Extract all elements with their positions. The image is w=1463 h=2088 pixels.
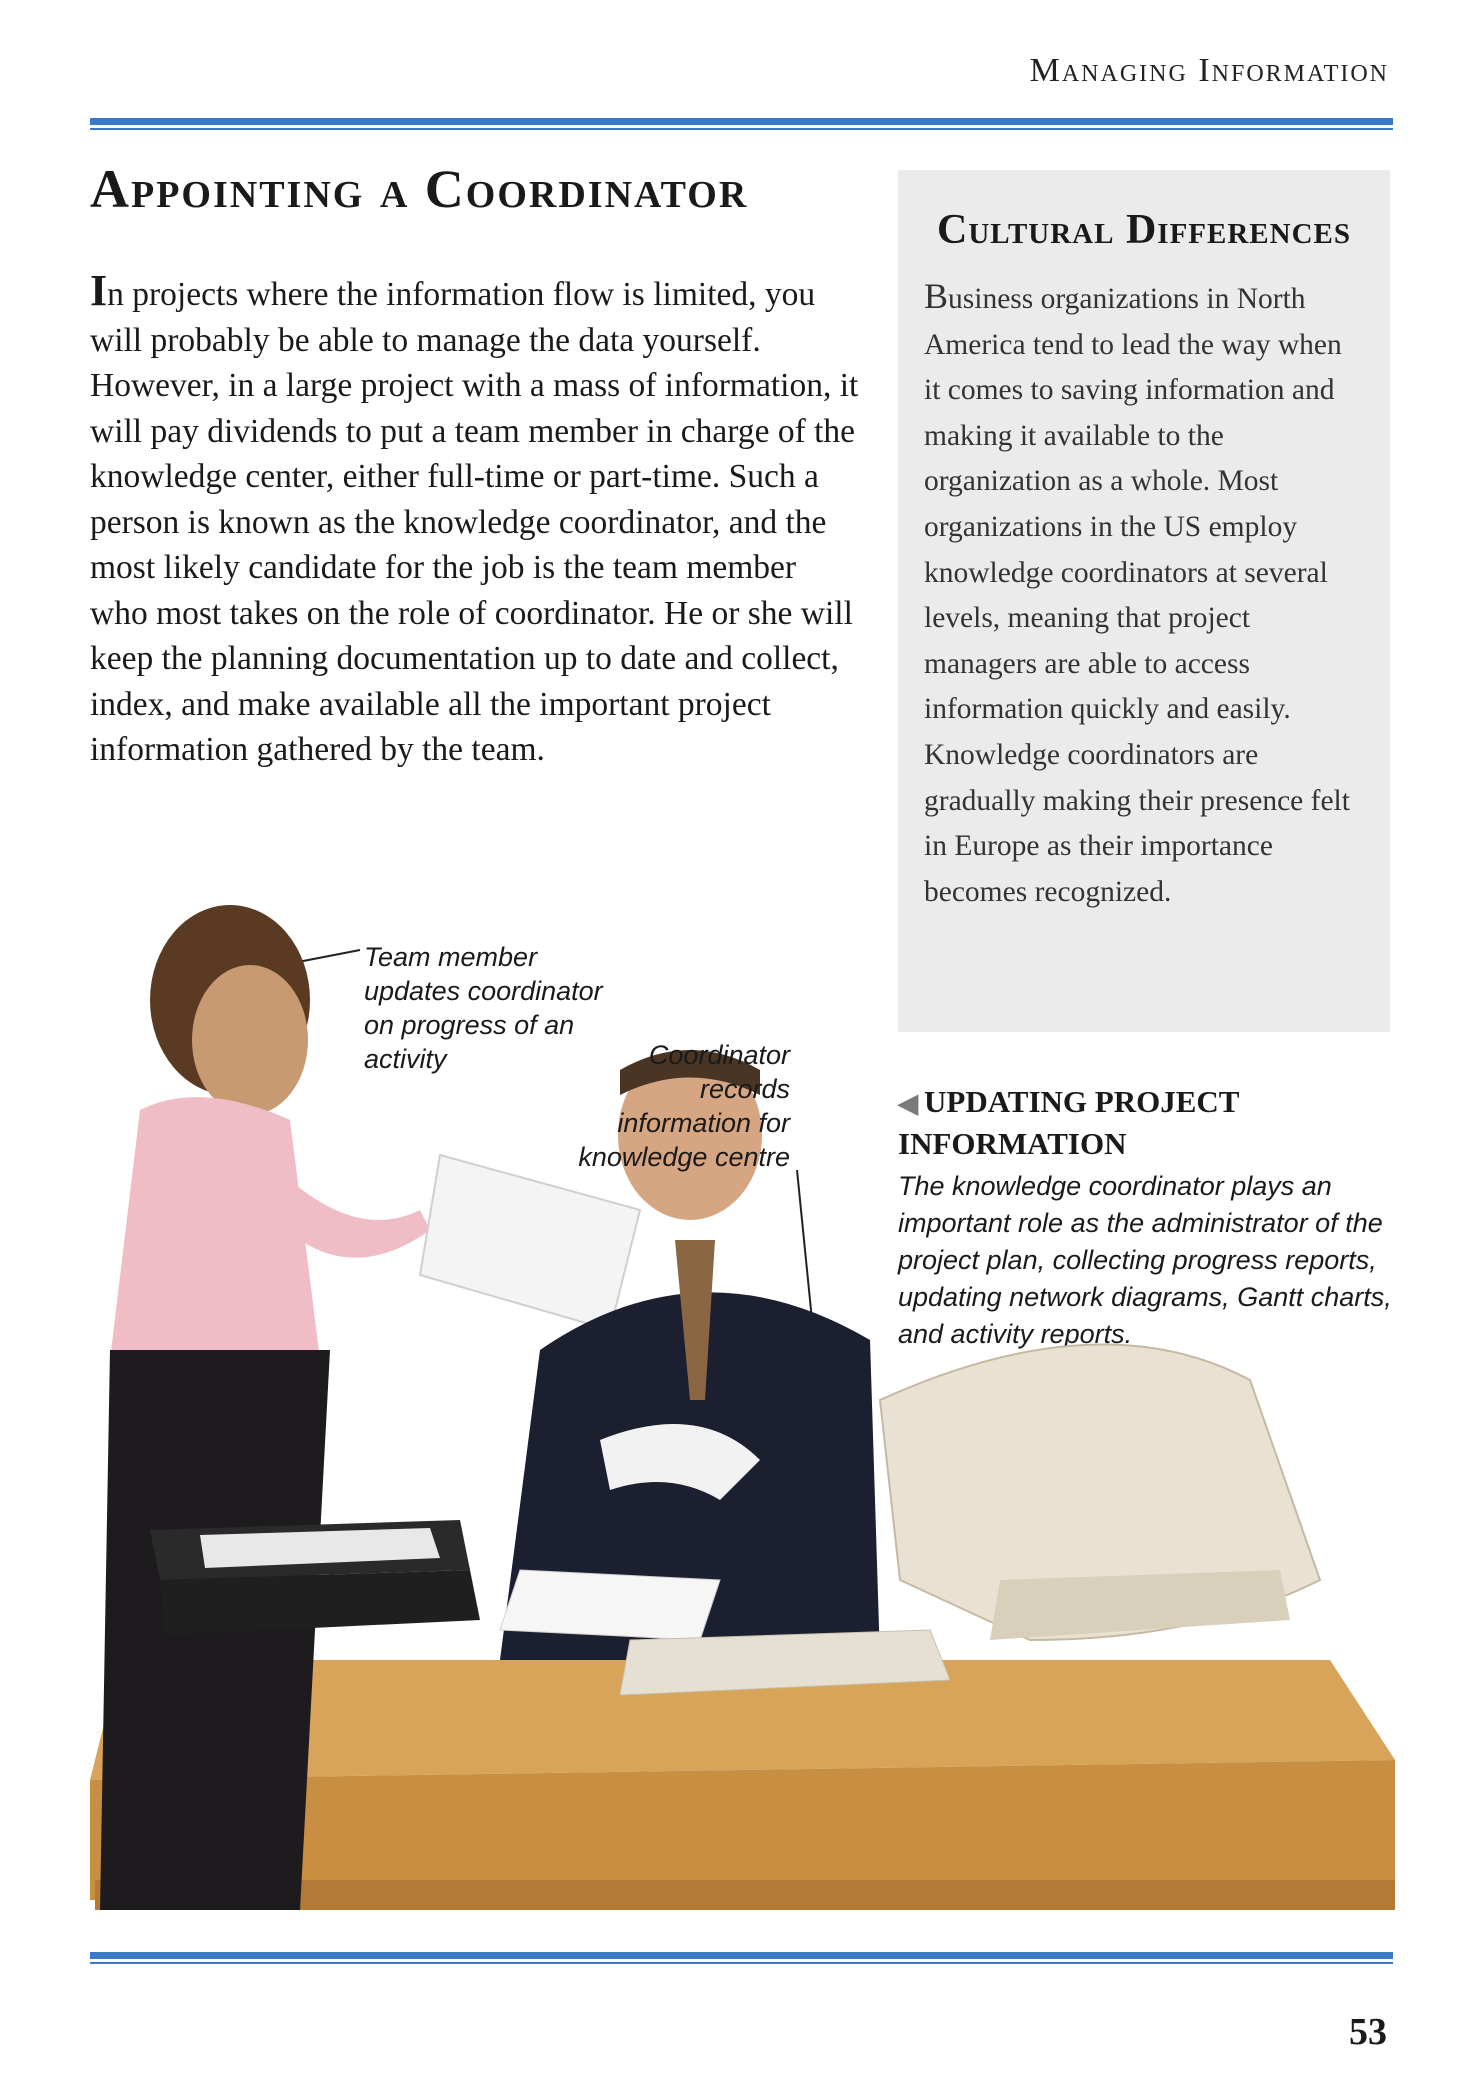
running-head: Managing Information xyxy=(1029,52,1389,89)
letter-tray xyxy=(150,1520,480,1635)
top-rule-thick xyxy=(90,118,1393,125)
bottom-rule-thin xyxy=(90,1962,1393,1964)
handed-papers xyxy=(420,1155,640,1330)
main-title: Appointing a Coordinator xyxy=(90,159,749,219)
bottom-rule-thick xyxy=(90,1952,1393,1959)
sidebar-title: Cultural Differences xyxy=(937,207,1351,253)
sidebar-body xyxy=(924,274,1364,915)
desk-papers xyxy=(500,1570,720,1640)
main-body-dropcap: I xyxy=(90,266,108,315)
team-member-leader-line xyxy=(298,950,360,962)
computer-monitor xyxy=(880,1344,1320,1640)
top-rule-thin xyxy=(90,128,1393,130)
sidebar-dropcap: B xyxy=(924,276,949,316)
page-number: 53 xyxy=(1349,2011,1387,2053)
coordinator-label: Coordinator records information for knowledge centre xyxy=(578,1040,790,1172)
caption-heading-text: UPDATING PROJECT INFORMATION xyxy=(898,1084,1239,1161)
main-body-text: n projects where the information flow is limited, you will probably be able to manage the data yourself. However, in a large project with a mass of information, it will pay dividends to put a team member in charge of the knowledge center, either full-time or part-time. Such a person is known as the knowledge coordinator, and the most likely candidate for the job is the team member who most takes on the role of coordinator. He or she will keep the planning documentation up to date and collect, index, and make available all the important project information gathered by the team. xyxy=(90,276,859,768)
left-pointer-icon: ◀ xyxy=(898,1089,918,1118)
top-rule xyxy=(90,118,1393,130)
team-member-label: Team member updates coordinator on progress of an activity xyxy=(364,942,603,1074)
caption-text: The knowledge coordinator plays an important role as the administrator of the project plan, collecting progress reports, updating network diagrams, Gantt charts, and activity reports. xyxy=(898,1171,1392,1349)
main-body xyxy=(90,268,860,773)
sidebar-body-text: usiness organizations in North America tend to lead the way when it comes to saving information and making it available to the organization as a whole. Most organizations in the US employ knowledge coordinators at several levels, meaning that project managers are able to access information quickly and easily. Knowledge coordinators are gradually making their presence felt in Europe as their importance becomes recognized. xyxy=(924,283,1350,908)
bottom-rule xyxy=(90,1952,1393,1964)
